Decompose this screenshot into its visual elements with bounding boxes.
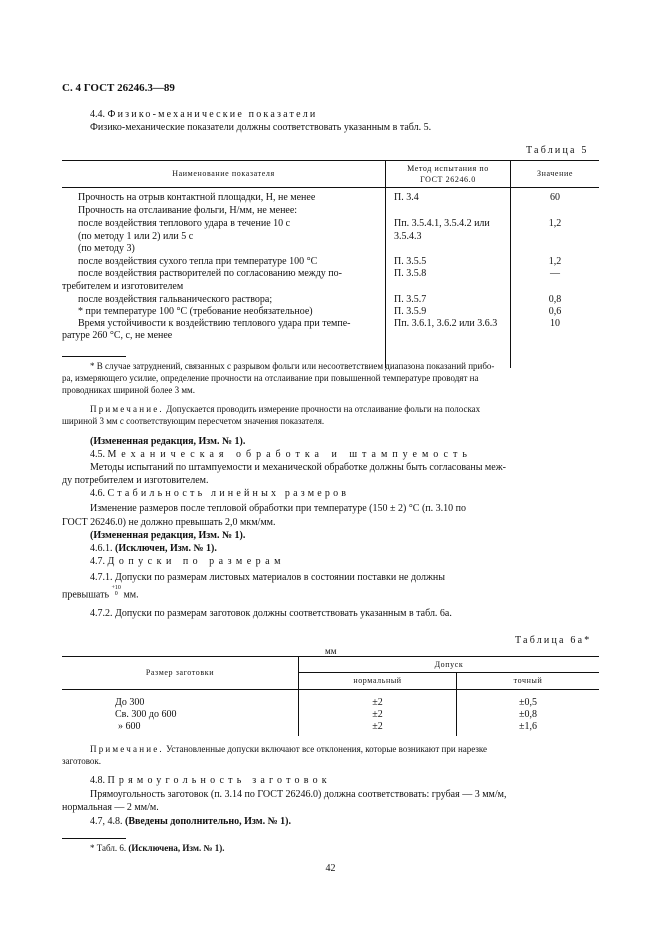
table6a-row-normal: ±2	[372, 721, 383, 732]
note-line	[90, 404, 480, 414]
section-title: Прямоугольность заготовок	[107, 775, 331, 786]
section-title: Стабильность линейных размеров	[107, 488, 350, 499]
text: превышать	[62, 589, 110, 601]
tolerance-lower: 0	[114, 591, 118, 597]
section-number: 4.6.1.	[90, 543, 113, 554]
table5-row-method: П. 3.5.7	[394, 294, 427, 305]
table5-header-rule	[62, 187, 599, 188]
section-title: Механическая обработка и штампуемость	[107, 449, 472, 460]
table5-row-value: —	[550, 268, 560, 279]
table6a-header-tolerance: Допуск	[434, 660, 464, 669]
section-4-4-heading	[90, 109, 317, 120]
table5-row-value: 0,6	[548, 306, 562, 317]
footnote-rule	[62, 356, 126, 357]
footnote-line: проводниках шириной более 3 мм.	[62, 385, 195, 395]
table5-header-method-2: ГОСТ 26246.0	[420, 175, 476, 184]
table5-row-name: после воздействия растворителей по согласованию между по-	[78, 268, 342, 279]
tolerance	[112, 585, 121, 597]
table5-row-value: 60	[550, 192, 560, 203]
table6a-header-precise: точный	[513, 676, 543, 685]
section-4-8-edit	[90, 816, 291, 827]
section-4-6-line: Изменение размеров после тепловой обработки при температуре (150 ± 2) °С (п. 3.10 по	[90, 503, 466, 514]
footnote-line	[90, 843, 225, 853]
footnote-line: ра, измеряющего усилие, определение прочности на отслаивание при повышенной температуре проводят на	[62, 373, 479, 383]
table5-row-name: после воздействия сухого тепла при температуре 100 °С	[78, 256, 318, 267]
footnote-text: (Исключена, Изм. № 1).	[128, 843, 225, 853]
note-text: Допускается проводить измерение прочности на отслаивание фольги на полосках	[166, 404, 481, 414]
table5-row-method: П. 3.4	[394, 192, 419, 203]
table5-row-name: после воздействия гальванического раствора;	[78, 294, 273, 305]
section-number: 4.7.	[90, 556, 105, 567]
note-label: Примечание.	[90, 744, 164, 754]
table5-row-name: (по методу 1 или 2) или 5 с	[78, 231, 194, 242]
table5-row-name: Прочность на отрыв контактной площадки, Н, не менее	[78, 192, 316, 203]
section-number: 4.8.	[90, 775, 105, 786]
table5-row-name: Прочность на отслаивание фольги, Н/мм, не менее:	[78, 205, 298, 216]
unit: мм.	[123, 589, 139, 601]
table5-row-name: после воздействия теплового удара в течение 10 с	[78, 218, 291, 229]
table5-row-name: Время устойчивости к воздействию теплового удара при темпе-	[78, 318, 351, 329]
section-text: (Исключен, Изм. № 1).	[115, 543, 217, 554]
edit-note: (Измененная редакция, Изм. № 1).	[90, 530, 246, 541]
table6a-row-precise: ±0,5	[519, 697, 537, 708]
section-4-6-line: ГОСТ 26246.0) не должно превышать 2,0 мкм/мм.	[62, 517, 276, 528]
section-4-7-1-line2	[62, 585, 139, 601]
section-4-7-heading	[90, 556, 285, 567]
table5-row-method: П. 3.5.8	[394, 268, 427, 279]
page-number: 42	[325, 863, 336, 874]
table5-row-value: 1,2	[548, 218, 562, 229]
table6a-sub-rule	[298, 672, 599, 673]
section-4-6-heading	[90, 488, 349, 499]
note-line: заготовок.	[62, 756, 102, 766]
edit-ref: 4.7, 4.8.	[90, 816, 123, 827]
table5-top-rule	[62, 160, 599, 161]
table5-row-value: 1,2	[548, 256, 562, 267]
table6a-caption: Таблица 6а*	[515, 635, 592, 646]
table5-row-value: 10	[550, 318, 560, 329]
table5-row-name: (по методу 3)	[78, 243, 135, 254]
table5-row-method: Пп. 3.5.4.1, 3.5.4.2 или	[394, 218, 490, 229]
note-line	[90, 744, 487, 754]
table5-header-value: Значение	[536, 169, 573, 178]
section-4-8-heading	[90, 775, 331, 786]
table5-row-method: П. 3.5.5	[394, 256, 427, 267]
edit-text: (Введены дополнительно, Изм. № 1).	[125, 816, 291, 827]
table5-row-name: ратуре 260 °С, с, не менее	[62, 330, 173, 341]
footnote-ref: * Табл. 6.	[90, 843, 127, 853]
table5-header-name: Наименование показателя	[172, 169, 275, 178]
table5-col-divider-1	[385, 160, 386, 368]
note-text: Установленные допуски включают все отклонения, которые возникают при нарезке	[166, 744, 488, 754]
table5-header-method-1: Метод испытания по	[407, 164, 489, 173]
footnote-line: * В случае затруднений, связанных с разрывом фольги или несоответствием диапазона показаний прибо-	[90, 361, 495, 371]
table6a-row-size: До 300	[115, 697, 145, 708]
table5-row-name: требителем и изготовителем	[62, 281, 184, 292]
section-4-7-2: 4.7.2. Допуски по размерам заготовок должны соответствовать указанным в табл. 6а.	[90, 608, 452, 619]
table6a-row-precise: ±1,6	[519, 721, 537, 732]
page-header: С. 4 ГОСТ 26246.3—89	[62, 82, 175, 94]
footnote-rule	[62, 838, 126, 839]
section-number: 4.4.	[90, 109, 105, 120]
section-4-7-1-line: 4.7.1. Допуски по размерам листовых материалов в состоянии поставки не должны	[90, 572, 445, 583]
tolerance-upper: +10	[111, 585, 121, 591]
section-4-5-line: ду потребителем и изготовителем.	[62, 475, 209, 486]
note-line: шириной 3 мм с соответствующим пересчетом значения показателя.	[62, 416, 325, 426]
table5-caption: Таблица 5	[526, 145, 589, 156]
section-4-6-1	[90, 543, 217, 554]
section-4-4-text: Физико-механические показатели должны соответствовать указанным в табл. 5.	[90, 122, 432, 133]
table5-row-method: П. 3.5.9	[394, 306, 427, 317]
table5-row-value: 0,8	[548, 294, 562, 305]
table6a-row-size: Св. 300 до 600	[115, 709, 177, 720]
table5-row-method: 3.5.4.3	[394, 231, 422, 242]
section-title: Допуски по размерам	[107, 556, 285, 567]
table6a-row-size: » 600	[118, 721, 141, 732]
section-4-5-heading	[90, 449, 472, 460]
table6a-header-rule	[62, 689, 599, 690]
note-label: Примечание.	[90, 404, 164, 414]
table6a-row-normal: ±2	[372, 709, 383, 720]
table6a-top-rule	[62, 656, 599, 657]
section-number: 4.6.	[90, 488, 105, 499]
table6a-header-normal: нормальный	[353, 676, 402, 685]
table6a-unit: мм	[325, 646, 337, 656]
table5-row-method: Пп. 3.6.1, 3.6.2 или 3.6.3	[394, 318, 498, 329]
table6a-row-normal: ±2	[372, 697, 383, 708]
table6a-header-size: Размер заготовки	[145, 668, 215, 677]
section-number: 4.5.	[90, 449, 105, 460]
table6a-row-precise: ±0,8	[519, 709, 537, 720]
section-4-5-line: Методы испытаний по штампуемости и механической обработке должны быть согласованы меж-	[90, 462, 506, 473]
table5-row-name: * при температуре 100 °С (требование необязательное)	[78, 306, 313, 317]
section-title: Физико-механические показатели	[107, 109, 318, 120]
section-4-8-line: нормальная — 2 мм/м.	[62, 802, 159, 813]
edit-note: (Измененная редакция, Изм. № 1).	[90, 436, 246, 447]
section-4-8-line: Прямоугольность заготовок (п. 3.14 по ГОСТ 26246.0) должна соответствовать: грубая — 3 мм/м,	[90, 789, 507, 800]
